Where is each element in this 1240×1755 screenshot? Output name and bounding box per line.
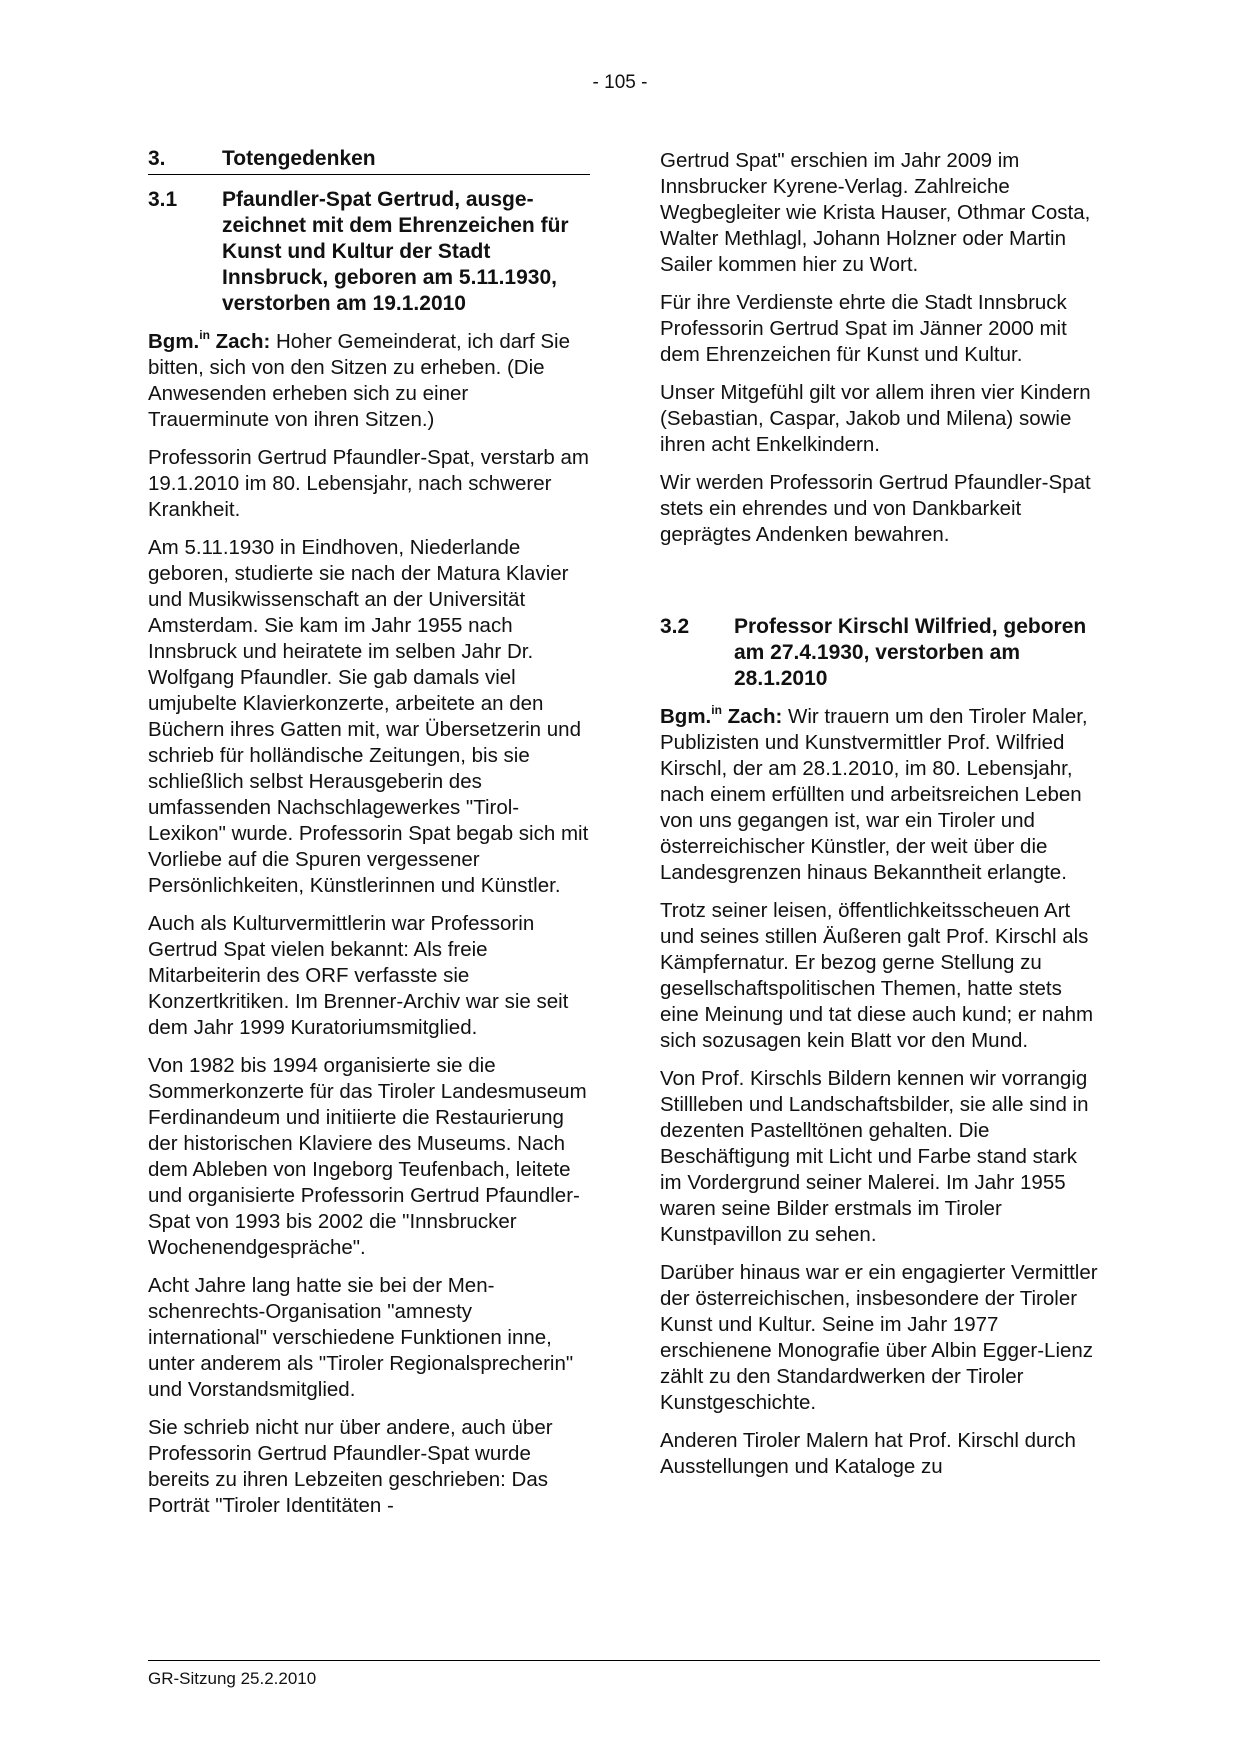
paragraph: Bgm.$^{in}$ Zach: Wir trauern um den Tiroler Maler, Publizisten und Kunstvermittler Prof. Wilfried Kirschl, der am 28.1.2010, im 80. Lebensjahr, nach einem erfüllten und arbeitsreichen Leben von uns gegangen ist, war ein Tiroler und österreichischer Künstler, der weit über die Landesgrenzen hinaus Bekanntheit erlangte. <box>660 703 1088 884</box>
subsection-number: 3.2 <box>660 615 690 638</box>
speaker-label: Bgm.$^{in}$ Zach: <box>148 328 271 353</box>
paragraph: Für ihre Verdienste ehrte die Stadt Innsbruck Professorin Gertrud Spat im Jänner 2000 mit dem Ehrenzeichen für Kunst und Kultur. <box>660 291 1067 366</box>
paragraph: Wir werden Professorin Gertrud Pfaundler-Spat stets ein ehrendes und von Dankbarkeit geprägtes Andenken bewahren. <box>660 471 1091 546</box>
paragraph: Anderen Tiroler Malern hat Prof. Kirschl durch Ausstellungen und Kataloge zu <box>660 1429 1076 1478</box>
paragraph: Unser Mitgefühl gilt vor allem ihren vier Kindern (Sebastian, Caspar, Jakob und Milena) sowie ihren acht Enkelkindern. <box>660 381 1091 456</box>
paragraph: Auch als Kulturvermittlerin war Professorin Gertrud Spat vielen bekannt: Als freie Mitarbeiterin des ORF verfasste sie Konzertkritiken. Im Brenner-Archiv war sie seit dem Jahr 1999 Kuratoriumsmitglied. <box>148 912 569 1039</box>
paragraph: Professorin Gertrud Pfaundler-Spat, verstarb am 19.1.2010 im 80. Lebensjahr, nach schwerer Krankheit. <box>148 446 589 521</box>
paragraph: Von Prof. Kirschls Bildern kennen wir vorrangig Stillleben und Landschaftsbilder, sie alle sind in dezenten Pastelltönen gehalten. Die Beschäftigung mit Licht und Farbe stand stark im Vordergrund seiner Malerei. Im Jahr 1955 waren seine Bilder erstmals im Tiroler Kunstpavillon zu sehen. <box>660 1067 1089 1246</box>
paragraph: Sie schrieb nicht nur über andere, auch über Professorin Gertrud Pfaundler-Spat wurde bereits zu ihren Lebzeiten geschrieben: Das Porträt "Tiroler Identitäten - <box>148 1416 553 1517</box>
subsection-number: 3.1 <box>148 188 178 211</box>
paragraph: Acht Jahre lang hatte sie bei der Menschenrechts-Organisation "amnesty international" verschiedene Funktionen inne, unter anderem als "Tiroler Regionalsprecherin" und Vorstandsmitglied. <box>148 1274 574 1401</box>
subsection-heading-3-2 <box>660 614 1100 692</box>
subsection-heading-3-1 <box>148 187 590 317</box>
footer-divider <box>148 1660 1100 1661</box>
section-number: 3. <box>148 147 166 170</box>
paragraph: Darüber hinaus war er ein engagierter Vermittler der österreichischen, insbesondere der Tiroler Kunst und Kultur. Seine im Jahr 1977 erschienene Monografie über Albin Egger-Lienz zählt zu den Standardwerken der Tiroler Kunstgeschichte. <box>660 1261 1098 1414</box>
paragraph: Von 1982 bis 1994 organisierte sie die Sommerkonzerte für das Tiroler Landesmuseum Ferdinandeum und initiierte die Restaurierung der historischen Klaviere des Museums. Nach dem Ableben von Ingeborg Teufenbach, leitete und organisierte Professorin Gertrud Pfaundler-Spat von 1993 bis 2002 die "Innsbrucker Wochenendgespräche". <box>148 1054 587 1259</box>
page-number: - 105 - <box>592 72 648 93</box>
section-title: Totengedenken <box>222 147 376 170</box>
footer: GR-Sitzung 25.2.2010 <box>148 1669 317 1688</box>
subsection-title: Professor Kirschl Wilfried, geboren am 27.4.1930, verstorben am 28.1.2010 <box>734 615 1087 690</box>
left-column <box>148 146 590 1531</box>
paragraph: Am 5.11.1930 in Eindhoven, Niederlande geboren, studierte sie nach der Matura Klavier und Musikwissenschaft an der Universität Amsterdam. Sie kam im Jahr 1955 nach Innsbruck und heiratete im selben Jahr Dr. Wolfgang Pfaundler. Sie gab damals viel umjubelte Klavierkonzerte, arbeitete an den Büchern ihres Gatten mit, war Übersetzerin und schrieb für holländische Zeitungen, bis sie schließlich selbst Herausgeberin des umfassenden Nachschlagewerkes "Tirol-Lexikon" wurde. Professorin Spat begab sich mit Vorliebe auf die Spuren vergessener Persönlichkeiten, Künstlerinnen und Künstler. <box>148 536 589 897</box>
subsection-title: Pfaundler-Spat Gertrud, ausgezeichnet mit dem Ehrenzeichen für Kunst und Kultur der Stadt Innsbruck, geboren am 5.11.1930, verstorben am 19.1.2010 <box>222 188 569 315</box>
paragraph: Bgm.$^{in}$ Zach: Hoher Gemeinderat, ich darf Sie bitten, sich von den Sitzen zu erheben. (Die Anwesenden erheben sich zu einer Trauerminute von ihren Sitzen.) <box>148 328 570 431</box>
speaker-label: Bgm.$^{in}$ Zach: <box>660 703 783 728</box>
right-column <box>660 148 1100 1492</box>
paragraph: Gertrud Spat" erschien im Jahr 2009 im Innsbrucker Kyrene-Verlag. Zahlreiche Wegbegleiter wie Krista Hauser, Othmar Costa, Walter Methlagl, Johann Holzner oder Martin Sailer kommen hier zu Wort. <box>660 149 1091 276</box>
paragraph: Trotz seiner leisen, öffentlichkeitsscheuen Art und seines stillen Äußeren galt Prof. Kirschl als Kämpfernatur. Er bezog gerne Stellung zu gesellschaftspolitischen Themen, hatte stets eine Meinung und tat diese auch kund; er nahm sich sozusagen kein Blatt vor den Mund. <box>660 899 1094 1052</box>
section-heading <box>148 146 590 175</box>
